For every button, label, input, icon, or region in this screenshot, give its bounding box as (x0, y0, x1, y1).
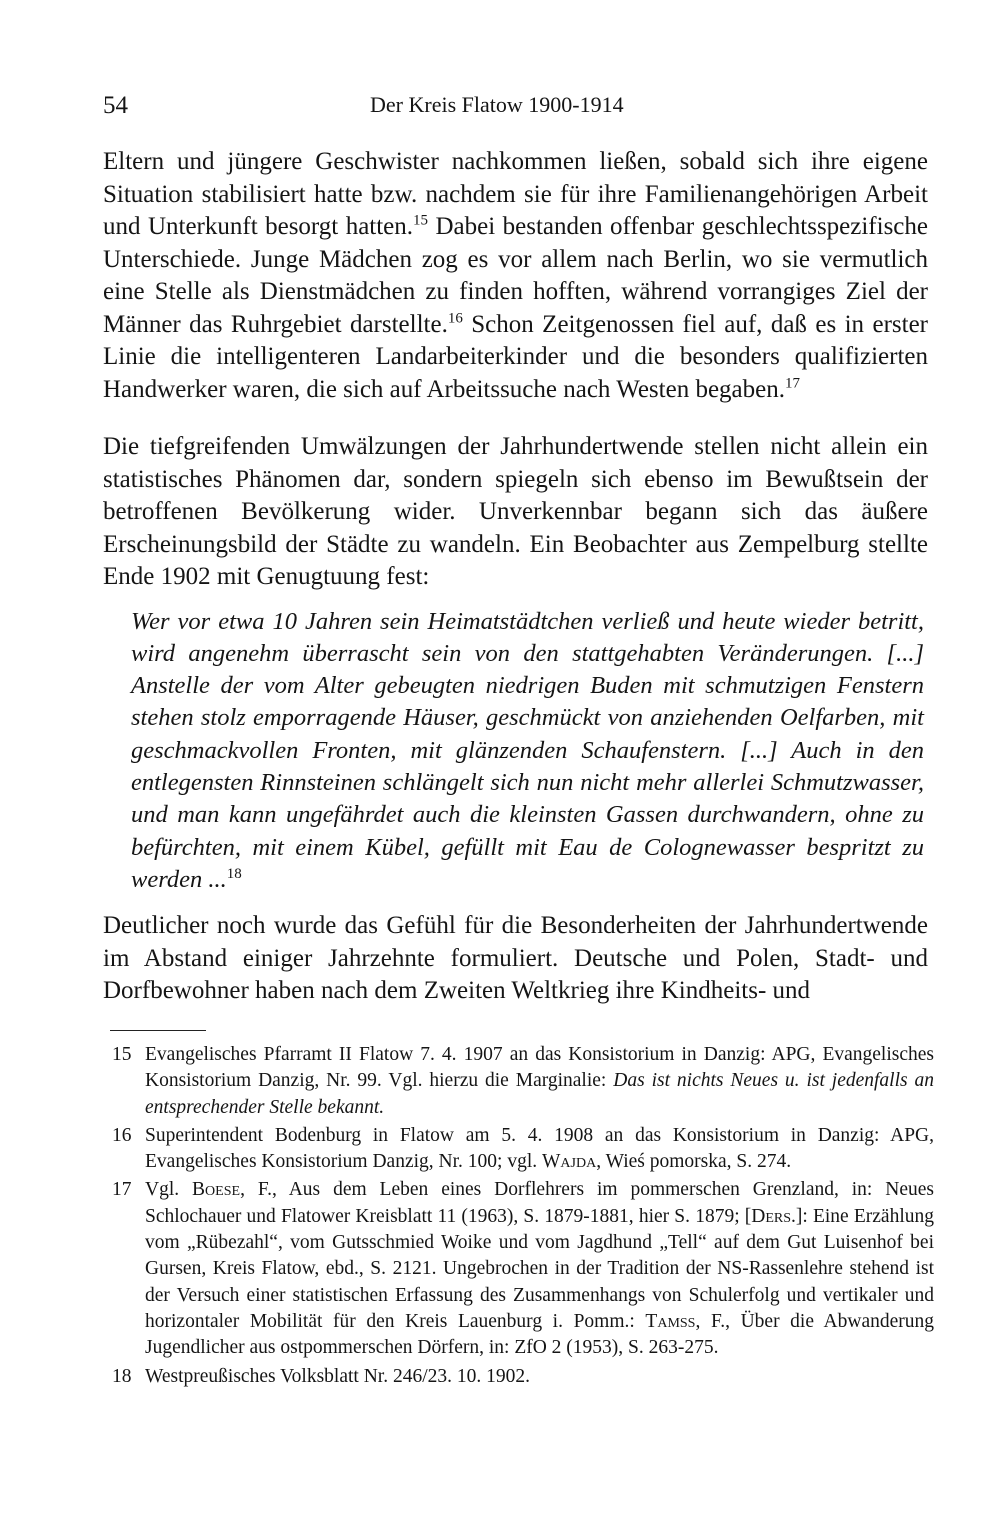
footnote-number: 17 (112, 1179, 132, 1201)
footnote-text: , Wieś pomorska, S. 274. (596, 1151, 792, 1173)
footnote-author: Tamss (645, 1310, 696, 1332)
footnote-text: Vgl. (145, 1179, 193, 1201)
footnote-number: 18 (112, 1365, 132, 1387)
footnote-ref-15: 15 (413, 212, 429, 229)
paragraph-3: Deutlicher noch wurde das Gefühl für die Besonderheiten der Jahrhundertwende im Abstand einiger Jahrzehnte formuliert. Deutsche und Polen, Stadt- und Dorfbewohner haben nach dem Zweiten Weltkrieg ihre Kindheits- und (103, 912, 928, 1005)
footnote-16 (112, 1123, 934, 1176)
footnote-divider (110, 1030, 206, 1031)
running-head: Der Kreis Flatow 1900-1914 (370, 92, 624, 117)
footnote-ref-16: 16 (447, 310, 463, 327)
paragraph-1-part-c: Schon Zeitgenossen fiel auf, daß es in erster Linie die intelligenteren Landarbeiterkinder und die besonders qualifizierten Handwerker waren, die sich auf Arbeitssuche nach Westen begaben. (103, 310, 928, 403)
footnote-text: , F., Über die Abwanderung Jugendlicher aus ostpommerschen Dörfern, in: ZfO 2 (1953), S. 263-275. (145, 1310, 935, 1359)
paragraph-1 (103, 146, 928, 406)
footnote-number: 16 (112, 1124, 132, 1146)
block-quote-text: Wer vor etwa 10 Jahren sein Heimatstädtchen verließ und heute wieder betritt, wird angenehm überrascht sein von den stattgehabten Veränderungen. [...] Anstelle der vom Alter gebeugten niedrigen Buden mit schmutzigen Fenstern stehen stolz emporragende Häuser, geschmückt von anziehenden Oelfarben, mit geschmackvollen Fronten, mit glänzenden Schaufenstern. [...] Auch in den entlegensten Rinnsteinen schlängelt sich nun nicht mehr allerlei Schmutzwasser, und man kann ungefährdet auch die kleinsten Gassen durchwandern, ohne zu befürchten, mit einem Kübel, gefüllt mit Eau de Colognewasser bespritzt zu werden ... (131, 607, 924, 893)
footnote-text: Evangelisches Pfarramt II Flatow 7. 4. 1907 an das Konsistorium in Danzig: APG, Evangelisches Konsistorium Danzig, Nr. 99. Vgl. hierzu die Marginalie: (145, 1044, 934, 1092)
page-header (103, 92, 933, 132)
page-number: 54 (103, 92, 128, 119)
paragraph-spacer (103, 406, 928, 431)
main-text (103, 146, 928, 1008)
footnote-15 (112, 1042, 934, 1121)
footnote-text: ]: Eine Erzählung vom „Rübezahl“, vom Gutsschmied Woike und vom Jagdhund „Tell“ auf dem Gut Luisenhof bei Gursen, Kreis Flatow, ebd., S. 2121. Ungebrochen in der Tradition der NS-Rassenlehre stehend ist der Versuch einer statistischen Erfassung des Zusammenhangs von Schulerfolg und vertikaler und horizontaler Mobilität für den Kreis Lauenburg i. Pomm.: (145, 1205, 935, 1332)
footnotes (112, 1042, 934, 1392)
footnote-ref-17: 17 (784, 375, 800, 392)
footnote-text: , F., Aus dem Leben eines Dorflehrers im pommerschen Grenzland, in: Neues Schlochauer und Flatower Kreisblatt 11 (1963), S. 1879-1881, hier S. 1879; [ (145, 1179, 935, 1227)
footnote-author: Wajda (542, 1151, 597, 1173)
footnote-17 (112, 1177, 934, 1361)
paragraph-2: Die tiefgreifenden Umwälzungen der Jahrhundertwende stellen nicht allein ein statistisches Phänomen dar, sondern spiegeln sich ebenso im Bewußtsein der betroffenen Bevölkerung wider. Unverkennbar begann sich das äußere Erscheinungsbild der Städte zu wandeln. Ein Beobachter aus Zempelburg stellte Ende 1902 mit Genugtuung fest: (103, 433, 928, 590)
footnote-author: Boese (192, 1179, 241, 1201)
footnote-number: 15 (112, 1044, 132, 1065)
footnote-ref-18: 18 (226, 865, 242, 882)
block-quote (131, 606, 924, 897)
footnote-marginalia: Das ist nichts Neues u. ist jedenfalls an entsprechender Stelle bekannt. (145, 1070, 934, 1118)
paragraph-1-part-a: Eltern und jüngere Geschwister nachkommen ließen, sobald sich ihre eigene Situation stabilisiert hatte bzw. nachdem sie für ihre Familienangehörigen Arbeit und Unterkunft besorgt hatten. (103, 148, 928, 240)
footnote-text: Superintendent Bodenburg in Flatow am 5. 4. 1908 an das Konsistorium in Danzig: APG, Evangelisches Konsistorium Danzig, Nr. 100; vgl. (145, 1124, 934, 1173)
paragraph-1-part-b: Dabei bestanden offenbar geschlechtsspezifische Unterschiede. Junge Mädchen zog es vor allem nach Berlin, wo sie vermutlich eine Stelle als Dienstmädchen zu finden hofften, während vorrangiges Ziel der Männer das Ruhrgebiet darstellte. (103, 213, 929, 338)
footnote-18 (112, 1364, 934, 1390)
footnote-text: Westpreußisches Volksblatt Nr. 246/23. 10. 1902. (145, 1365, 530, 1387)
footnote-author: Ders. (751, 1205, 796, 1227)
